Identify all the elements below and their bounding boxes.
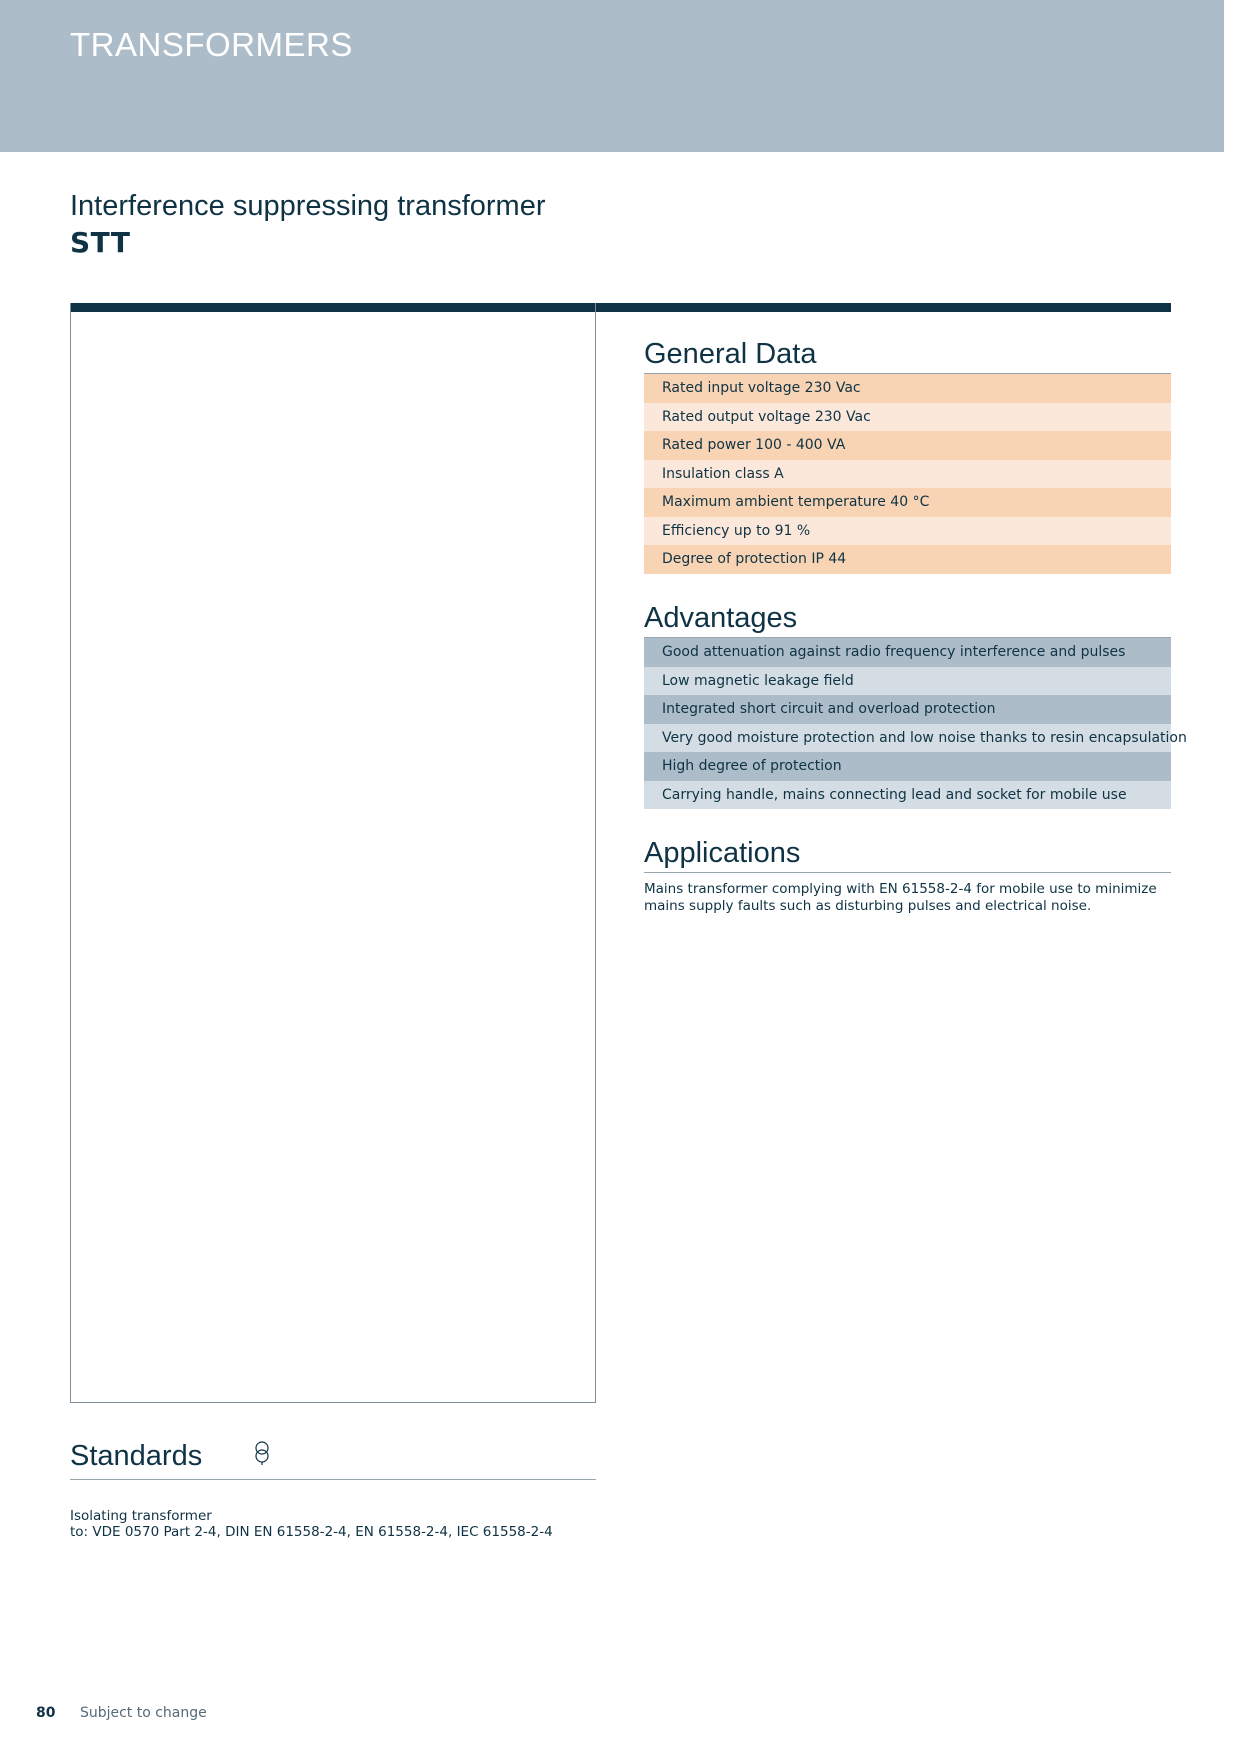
header-band: [0, 0, 1224, 152]
standards-line: to: VDE 0570 Part 2-4, DIN EN 61558-2-4, EN 61558-2-4, IEC 61558-2-4: [70, 1524, 553, 1540]
general-data-heading: General Data: [644, 338, 1171, 374]
list-item: Rated input voltage 230 Vac: [644, 374, 1171, 403]
advantages-list: [644, 638, 1187, 809]
applications-heading: Applications: [644, 837, 1171, 873]
page-footer: [36, 1705, 207, 1721]
list-item: Rated output voltage 230 Vac: [644, 403, 1171, 432]
list-item: Rated power 100 - 400 VA: [644, 431, 1171, 460]
product-name: Interference suppressing transformer: [70, 190, 546, 222]
advantages-heading: Advantages: [644, 602, 1171, 638]
list-item: Carrying handle, mains connecting lead and socket for mobile use: [644, 781, 1171, 810]
applications-section: [644, 837, 1171, 915]
transformer-symbol-icon: [254, 1440, 270, 1466]
applications-line: mains supply faults such as disturbing pulses and electrical noise.: [644, 898, 1092, 914]
list-item: High degree of protection: [644, 752, 1171, 781]
list-item: Degree of protection IP 44: [644, 545, 1171, 574]
standards-line: Isolating transformer: [70, 1508, 212, 1524]
general-data-list: [644, 374, 1171, 574]
standards-text: [70, 1508, 553, 1540]
list-item: Insulation class A: [644, 460, 1171, 489]
page-category-title: TRANSFORMERS: [70, 26, 353, 63]
standards-heading: Standards: [70, 1440, 203, 1472]
list-item: Efficiency up to 91 %: [644, 517, 1171, 546]
list-item: Very good moisture protection and low noise thanks to resin encapsulation: [644, 724, 1171, 753]
product-code: STT: [70, 226, 131, 259]
applications-line: Mains transformer complying with EN 61558-2-4 for mobile use to minimize: [644, 881, 1157, 897]
list-item: Good attenuation against radio frequency interference and pulses: [644, 638, 1171, 667]
list-item: Low magnetic leakage field: [644, 667, 1171, 696]
standards-header: [70, 1440, 596, 1480]
list-item: Integrated short circuit and overload protection: [644, 695, 1171, 724]
general-data-section: [644, 338, 1171, 574]
footer-note: Subject to change: [79, 1705, 207, 1721]
page-number: 80: [36, 1705, 56, 1721]
list-item: Maximum ambient temperature 40 °C: [644, 488, 1171, 517]
applications-text: [644, 881, 1171, 915]
product-image-frame: [70, 303, 596, 1403]
advantages-section: [644, 602, 1187, 809]
